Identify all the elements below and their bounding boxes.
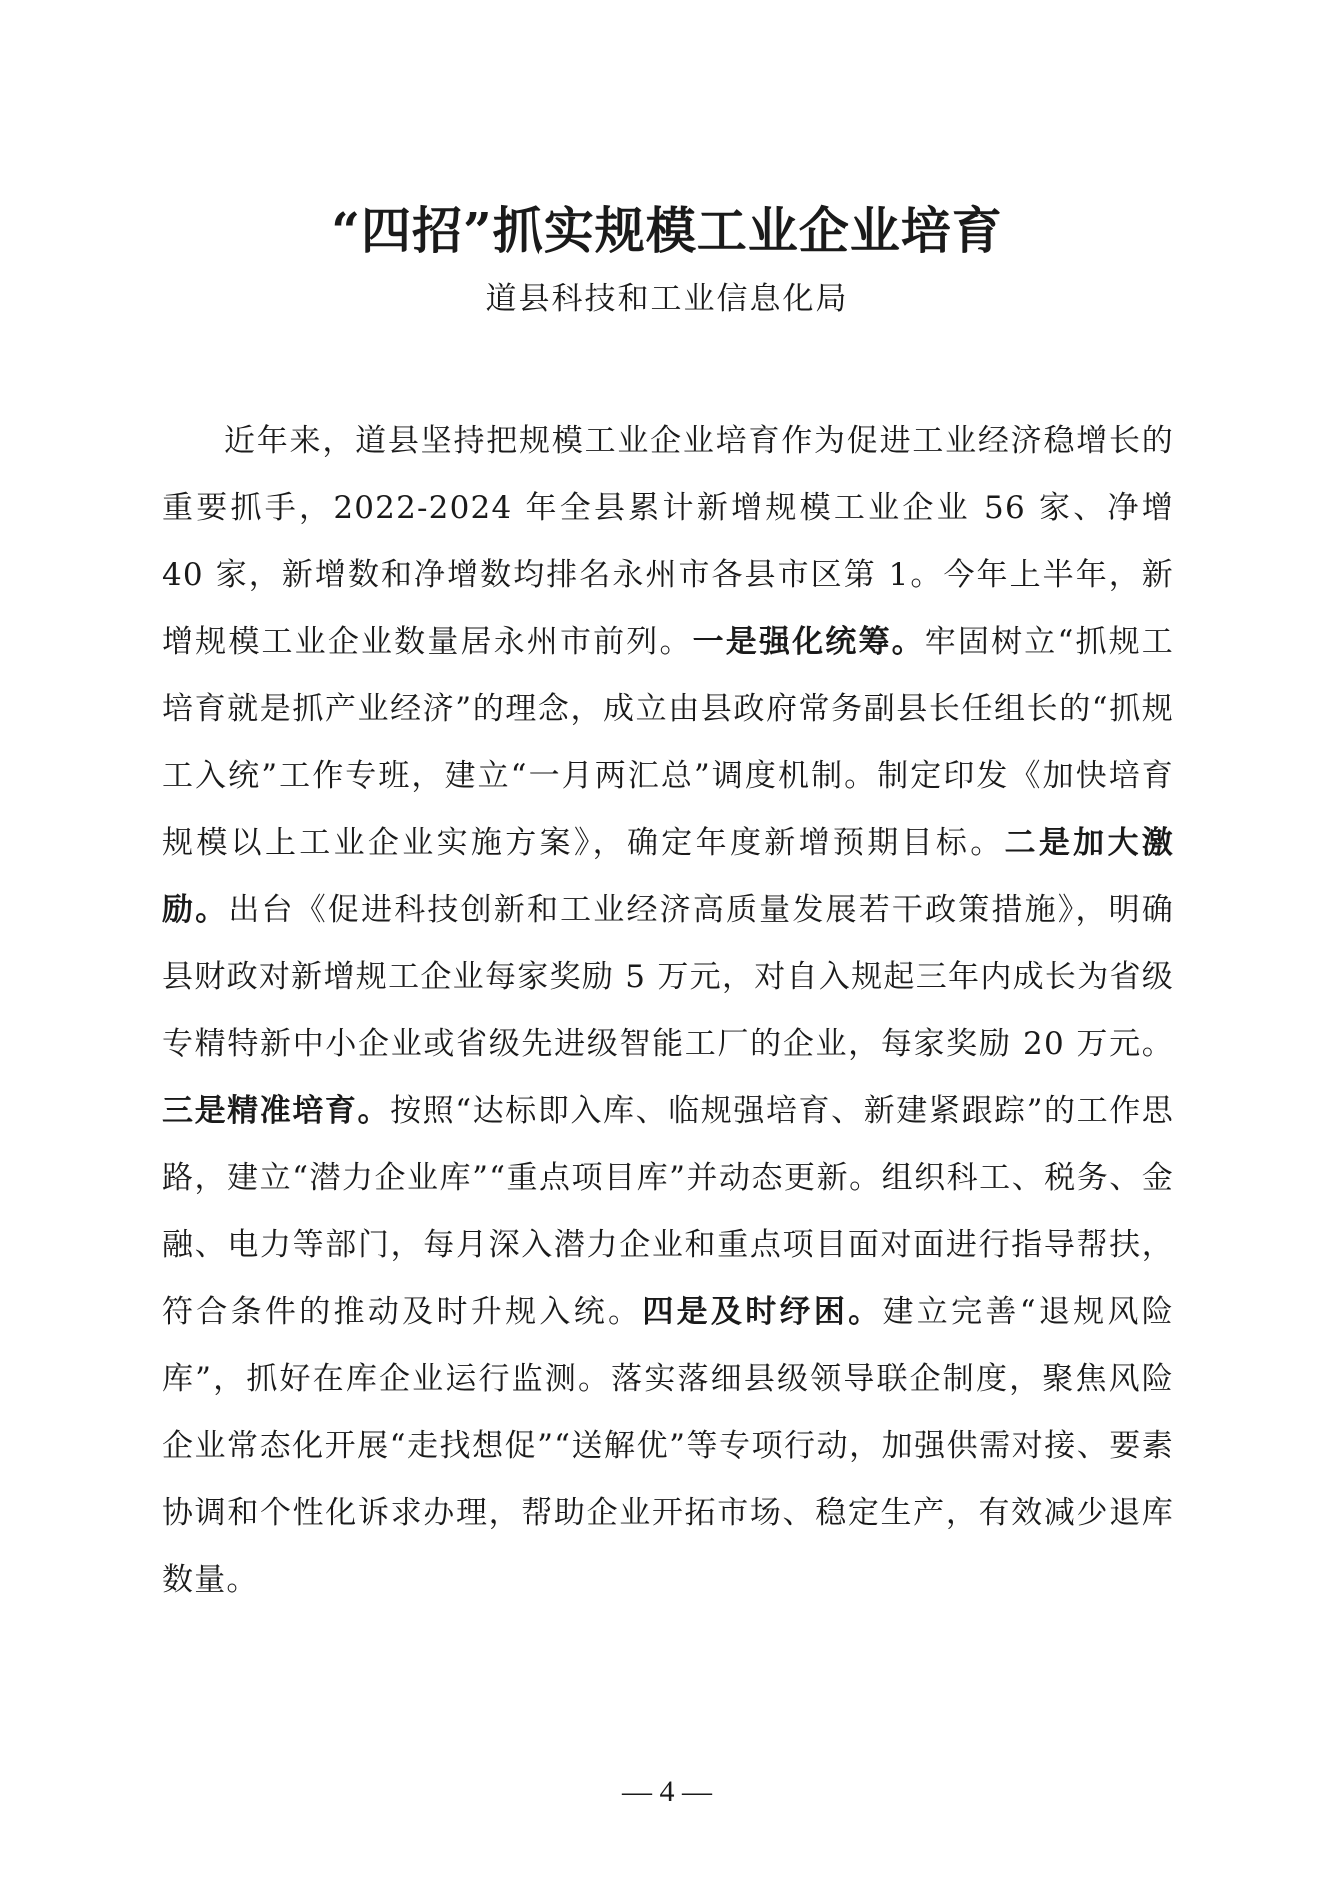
body-text-segment: 建立完善“退规风险库”，抓好在库企业运行监测。落实落细县级领导联企制度，聚焦风险企业常态化开展“走找想促”“送解优”等专项行动，加强供需对接、要素协调和个性化诉求办理，帮助企业开拓市场、稳定生产，有效减少退库数量。 bbox=[162, 1294, 1174, 1598]
body-text-segment: 近年来，道县坚持把规模工业企业培育作为促进工业经济稳增长的重要抓手，2022-2024 年全县累计新增规模工业企业 56 家、净增 40 家，新增数和净增数均排名永州市各县市区第 1。今年上半年，新增规模工业企业数量居永州市前列。 bbox=[162, 423, 1174, 660]
document-title: “四招”抓实规模工业企业培育 bbox=[331, 201, 1003, 260]
section-heading-2: 二是加大激励。 bbox=[162, 825, 1174, 928]
section-heading-3: 三是精准培育。 bbox=[162, 1093, 391, 1129]
body-paragraph bbox=[162, 408, 1174, 1614]
section-heading-4: 四是及时纾困。 bbox=[642, 1294, 883, 1330]
page-number: — 4 — bbox=[622, 1775, 712, 1808]
body-text-segment: 出台《促进科技创新和工业经济高质量发展若干政策措施》，明确县财政对新增规工企业每家奖励 5 万元，对自入规起三年内成长为省级专精特新中小企业或省级先进级智能工厂的企业，每家奖励 20 万元。 bbox=[162, 892, 1174, 1062]
section-heading-1: 一是强化统筹。 bbox=[692, 624, 925, 660]
body-text-segment: 牢固树立“抓规工培育就是抓产业经济”的理念，成立由县政府常务副县长任组长的“抓规工入统”工作专班，建立“一月两汇总”调度机制。制定印发《加快培育规模以上工业企业实施方案》，确定年度新增预期目标。 bbox=[162, 624, 1174, 861]
document-author: 道县科技和工业信息化局 bbox=[485, 281, 849, 317]
body-text-segment: 按照“达标即入库、临规强培育、新建紧跟踪”的工作思路，建立“潜力企业库”“重点项目库”并动态更新。组织科工、税务、金融、电力等部门，每月深入潜力企业和重点项目面对面进行指导帮扶，符合条件的推动及时升规入统。 bbox=[162, 1093, 1174, 1330]
